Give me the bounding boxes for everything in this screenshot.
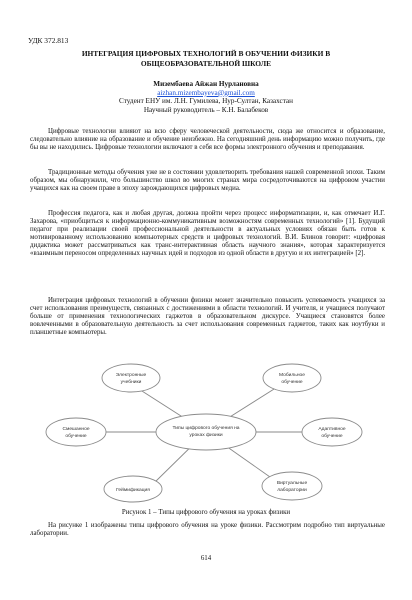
node-label: обучение <box>321 434 343 439</box>
paragraph-text: Профессия педагога, как и любая другая, должна пройти через процесс информатизации, и, как отмечает И.Г. Захарова, «приобщиться к информационно-коммуникативным возможностям современных технологий» [1]. Будущий педагог при реализации своей профессиональной деятельности в актуальных условиях обязан быть готов к мотивированному использованию компьютерных средств и цифровых технологий. В.И. Блинов говорит: «цифровая дидактика может рассматриваться как транс-интерактивная область научного знания», которая характеризуется «взаимным переносом определенных научных идей и подходов из одной области в другую и их интеграцией» [2]. <box>30 210 385 257</box>
author-email[interactable]: aizhan.mizembayeva@gmail.com <box>157 88 255 97</box>
paragraph-text: На рисунке 1 изображены типы цифрового обучения на уроке физики. Рассмотрим подробно тип виртуальные лаборатории. <box>30 522 385 538</box>
node-blended-learning <box>46 418 106 446</box>
node-label: Адаптивное <box>318 427 346 432</box>
node-label: Смешанное <box>62 427 90 432</box>
supervisor: Научный руководитель – К.Н. Балабеков <box>143 105 269 114</box>
title-line-2: ОБЩЕОБРАЗОВАТЕЛЬНОЙ ШКОЛЕ <box>140 58 272 68</box>
author-affiliation: Студент ЕНУ им. Л.Н. Гумилева, Нур-Султан, Казахстан <box>119 97 293 106</box>
node-virtual-labs <box>262 472 322 500</box>
udk-code: УДК 372.813 <box>28 36 69 45</box>
node-mobile-learning <box>263 364 321 392</box>
node-label: лаборатории <box>277 488 307 493</box>
node-adaptive-learning <box>302 418 362 446</box>
paragraph-1 <box>30 128 385 152</box>
paragraph-text: Интеграция цифровых технологий в обучении физики может значительно повысить успеваемость учащихся за счет использования преимуществ, связанных с достижениями в области технологий. И учителя, и учащиеся получают больше от применения технологических гаджетов в образовательном дискурсе. Учащиеся становятся более вовлеченными в образовательную деятельность за счет использования современных гаджетов, таких как ноутбуки и планшетные компьютеры. <box>30 297 385 336</box>
paragraph-text: Традиционные методы обучения уже не в состоянии удовлетворить требования нашей современной эпохи. Таким образом, мы обнаружили, что большинство школ во многих странах мира сосредоточиваются на цифровом участии учащихся как на своем праве в эпоху зарождающихся цифровых медиа. <box>30 169 385 192</box>
paper-title <box>40 49 372 68</box>
node-label: учебники <box>120 380 142 385</box>
node-label: Геймификация <box>116 488 150 493</box>
paragraph-5 <box>30 522 385 538</box>
page-number: 614 <box>200 555 212 562</box>
title-line-1: ИНТЕГРАЦИЯ ЦИФРОВЫХ ТЕХНОЛОГИЙ В ОБУЧЕНИИ ФИЗИКИ В <box>81 49 331 58</box>
center-label-2: уроках физики <box>189 433 223 438</box>
node-label: Мобильное <box>279 373 305 378</box>
author-name: Мизембаева Айжан Нурлановна <box>153 80 259 88</box>
center-node <box>156 414 256 450</box>
paragraph-4 <box>30 297 385 337</box>
node-label: Электронные <box>115 373 147 378</box>
author-block <box>40 80 372 114</box>
node-electronic-textbooks <box>102 364 160 392</box>
node-label: обучение <box>65 434 87 439</box>
node-label: Виртуальные <box>276 481 308 486</box>
node-label: обучение <box>281 380 303 385</box>
paragraph-3 <box>30 210 385 257</box>
digital-learning-diagram <box>30 362 382 512</box>
paragraph-2 <box>30 169 385 193</box>
paragraph-text: Цифровые технологии влияют на всю сферу человеческой деятельности, сюда же относится и образование, следовательно влияние на образование и обучение неизбежно. На сегодняшний день информацию можно получить, где бы вы не находились. Цифровые технологии включают в себя все формы электронного обучения и преподавания. <box>30 128 385 151</box>
center-label-1: Типы цифрового обучения на <box>172 426 240 431</box>
figure-caption: Рисунок 1 – Типы цифрового обучения на уроках физики <box>121 509 291 516</box>
